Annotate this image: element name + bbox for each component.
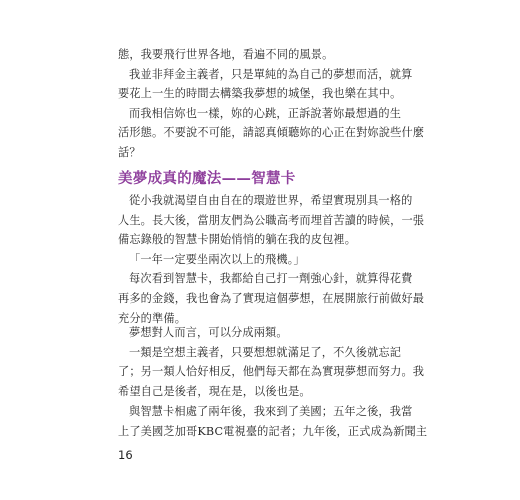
text-line: 一類是空想主義者，只要想想就滿足了，不久後就忘記 <box>129 345 402 359</box>
section-heading: 美夢成真的魔法——智慧卡 <box>118 171 296 187</box>
text-line: 活形態。不要說不可能，請認真傾聽妳的心正在對妳說些什麼 <box>118 126 425 140</box>
text-line: 人生。長大後，當朋友們為公職高考而埋首苦讀的時候，一張 <box>118 213 425 227</box>
paragraph-block-2 <box>118 191 425 328</box>
paragraph-block-1 <box>118 45 425 163</box>
text-line: 要花上一生的時間去構築我夢想的城堡，我也樂在其中。 <box>118 87 402 101</box>
page-number: 16 <box>118 448 133 462</box>
text-line: 充分的準備。 <box>118 311 187 325</box>
text-line: 希望自己是後者，現在是，以後也是。 <box>118 384 311 398</box>
text-line: 而我相信妳也一樣，妳的心跳，正訴說著妳最想過的生 <box>129 106 402 120</box>
text-line: 每次看到智慧卡，我都給自己打一劑強心針，就算得花費 <box>129 272 413 286</box>
text-line: 備忘錄般的智慧卡開始悄悄的躺在我的皮包裡。 <box>118 233 357 247</box>
text-line: 上了美國芝加哥KBC電視臺的記者；九年後，正式成為新聞主 <box>118 424 428 438</box>
text-line: 態，我要飛行世界各地，看遍不同的風景。 <box>118 48 334 61</box>
text-line: 話？ <box>118 145 141 159</box>
text-line: 了；另一類人恰好相反，他們每天都在為實現夢想而努力。我 <box>118 365 425 379</box>
text-line: 從小我就渴望自由自在的環遊世界，希望實現別具一格的 <box>129 194 413 207</box>
text-line: 夢想對人而言，可以分成兩類。 <box>129 326 288 339</box>
text-line: 與智慧卡相處了兩年後，我來到了美國；五年之後，我當 <box>129 405 413 418</box>
text-line: 再多的金錢，我也會為了實現這個夢想，在展開旅行前做好最 <box>118 291 425 305</box>
paragraph-block-4 <box>118 402 428 441</box>
paragraph-block-3 <box>118 323 425 401</box>
text-line: 「一年一定要坐兩次以上的飛機。」 <box>129 252 305 266</box>
text-line: 我並非拜金主義者，只是單純的為自己的夢想而活，就算 <box>129 67 413 81</box>
